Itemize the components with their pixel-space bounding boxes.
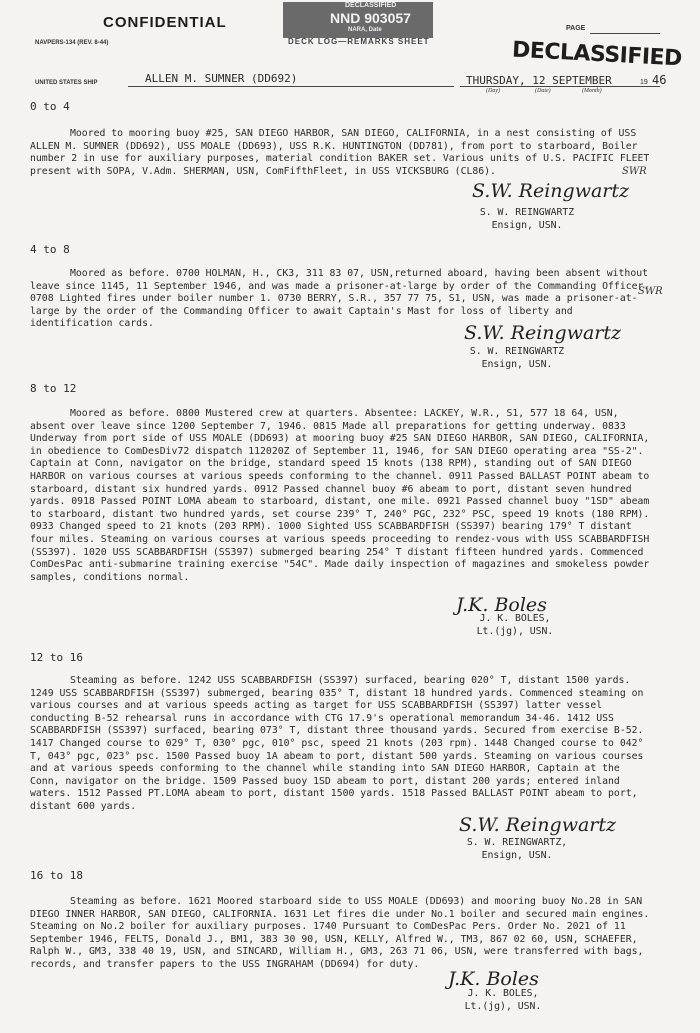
watch-entry: Moored to mooring buoy #25, SAN DIEGO HARBOR, SAN DIEGO, CALIFORNIA, in a nest consisting of USS ALLEN M. SUMNER (DD692), USS MOALE (DD693), USS R.K. HUNTINGTON (DD781), from port to starboard, Boiler number 2 in use for auxiliary purposes, material condition BAKER set. Various units of U.S. PACIFIC FLEET present with SOPA, V.Adm. SHERMAN, USN, ComFifthFleet, in USS VICKSBURG (CL86). <box>30 128 650 177</box>
watch-label: 8 to 12 <box>30 382 77 395</box>
date-label: (Date) <box>535 88 551 94</box>
ship-label: UNITED STATES SHIP <box>35 80 98 86</box>
signer-block <box>440 612 590 638</box>
watch-label: 16 to 18 <box>30 869 83 882</box>
signature: J.K. Boles <box>456 594 547 616</box>
ship-name-line <box>128 86 454 87</box>
page-label: PAGE <box>566 25 586 32</box>
page-number-line <box>590 33 660 34</box>
watch-entry: Moored as before. 0800 Mustered crew at quarters. Absentee: LACKEY, W.R., S1, 577 18 64, USN, absent over leave since 1200 September 7, 1946. 0815 Made all preparations for getting underway. 0833 Underway from port side of USS MOALE (DD693) at mooring buoy #25 SAN DIEGO HARBOR, SAN DIEGO, CALIFORNIA, in obedience to ComDesDiv72 dispatch 112020Z of September 11, 1946, for SAN DIEGO operating area "SS-2". Captain at Conn, navigator on the bridge, standard speed 15 knots (138 RPM), standing out of SAN DIEGO HARBOR on various courses at various speeds conforming to the channel. 0911 Passed BALLAST POINT abeam to starboard, distant six hundred yards. 0912 Passed channel buoy #6 abeam to port, distant seven hundred yards. 0918 Passed POINT LOMA abeam to starboard, distant, one mile. 0921 Passed channel buoy "1SD" abeam to starboard, distant two hundred yards, set course 239° T, 240° PGC, 232° PSC, speed 19 knots (180 RPM). 0933 Changed speed to 21 knots (203 RPM). 1000 Sighted USS SCABBARDFISH (SS397) bearing 179° T distant four miles. Steaming on various courses at various speeds proceeding to rendez-vous with USS SCABBARDFISH (SS397). 1020 USS SCABBARDFISH (SS397) submerged bearing 254° T distant fifteen hundred yards. Commenced ComDesPac anti-submarine training exercise "54C". Made daily inspection of magazines and smokeless powder samples, conditions normal. <box>30 408 650 583</box>
signer-block <box>428 987 578 1013</box>
signature: S.W. Reingwartz <box>472 180 630 202</box>
signer-name: S. W. REINGWARTZ, <box>466 837 568 848</box>
watch-label: 0 to 4 <box>30 100 70 113</box>
declassified-stamp: DECLASSIFIED <box>511 37 683 72</box>
signer-rank: Ensign, USN. <box>481 850 553 861</box>
signature: S.W. Reingwartz <box>459 814 617 836</box>
stamp-declassified-text: DECLASSIFIED <box>345 2 397 9</box>
month-label: (Month) <box>582 88 602 94</box>
signer-name: S. W. REINGWARTZ <box>479 207 575 218</box>
stamp-authority: NND 903057 <box>330 10 411 26</box>
signer-rank: Lt.(jg), USN. <box>464 1001 542 1012</box>
signer-block <box>452 206 602 232</box>
watch-label: 4 to 8 <box>30 243 70 256</box>
year-prefix: 19 <box>640 79 648 86</box>
log-date: THURSDAY, 12 SEPTEMBER <box>466 74 612 87</box>
classification-label: CONFIDENTIAL <box>103 14 227 31</box>
signature: J.K. Boles <box>448 968 539 990</box>
signer-block <box>442 345 592 371</box>
margin-initials: SWR <box>638 286 663 297</box>
watch-entry: Steaming as before. 1242 USS SCABBARDFISH (SS397) surfaced, bearing 020° T, distant 1500 yards. 1249 USS SCABBARDFISH (SS397) submerged, bearing 035° T, distant 18 hundred yards. Commenced steaming on various courses and at various speeds acting as target for USS SCABBARDFISH (SS397) latter vessel conducting B-52 rehearsal runs in accordance with CTG 17.9's operational memorandum 34-46. 1412 USS SCABBARDFISH (SS397) surfaced, bearing 073° T, distant three thousand yards. Secured from exercise B-52. 1417 Changed course to 029° T, 030° pgc, 010° psc, speed 21 knots (203 rpm). 1448 Changed course to 042° T, 043° pgc, 023° psc. 1500 Passed buoy 1A abeam to port, distant 500 yards. Steaming on various courses and at various speeds conforming to the channel while standing into SAN DIEGO HARBOR, Captain at the Conn, navigator on the bridge. 1509 Passed buoy 1SD abeam to port, distant 200 yards; entered inland waters. 1512 Passed PT.LOMA abeam to port, distant 1500 yards. 1518 Passed BALLAST POINT abeam to port, distant 600 yards. <box>30 675 644 812</box>
form-number: NAVPERS-134 (REV. 8-44) <box>35 40 109 46</box>
signer-rank: Ensign, USN. <box>491 220 563 231</box>
signer-rank: Lt.(jg), USN. <box>476 626 554 637</box>
deck-log-title: DECK LOG—REMARKS SHEET <box>288 37 430 46</box>
ship-name: ALLEN M. SUMNER (DD692) <box>145 72 298 85</box>
day-label: (Day) <box>486 88 500 94</box>
margin-initials: SWR <box>622 166 647 177</box>
year-suffix: 46 <box>652 73 667 87</box>
signature: S.W. Reingwartz <box>464 322 622 344</box>
signer-block <box>442 836 592 862</box>
signer-rank: Ensign, USN. <box>481 359 553 370</box>
watch-entry: Moored as before. 0700 HOLMAN, H., CK3, 311 83 07, USN,returned aboard, having been absent without leave since 1145, 11 September 1946, and was made a prisoner-at-large by order of the Commanding Officer. 0708 Lighted fires under boiler number 1. 0730 BERRY, S.R., 357 77 75, S1, USN, was made a prisoner-at-large by the order of the Commanding Officer to await Captain's Mast for loss of liberty and identification cards. <box>30 268 650 330</box>
watch-entry: Steaming as before. 1621 Moored starboard side to USS MOALE (DD693) and mooring buoy No.28 in SAN DIEGO INNER HARBOR, SAN DIEGO, CALIFORNIA. 1631 Let fires die under No.1 boiler and secured main engines. Steaming on No.2 boiler for auxiliary purposes. 1740 Pursuant to ComDesPac Pers. Order No. 2021 of 11 September 1946, FELTS, Donald J., BM1, 383 30 90, USN, KELLY, Alfred W., TM3, 867 02 60, USN, SCHAEFER, Ralph W., GM3, 338 40 19, USN, and SINCARD, William H., GM3, 263 71 06, USN, were transferred with bags, records, and transfer papers to the USS INGRAHAM (DD694) for duty. <box>30 896 650 970</box>
date-line <box>460 86 660 87</box>
signer-name: J. K. BOLES, <box>467 988 539 999</box>
stamp-nara-date: NARA, Date <box>348 27 382 33</box>
watch-label: 12 to 16 <box>30 651 83 664</box>
signer-name: J. K. BOLES, <box>479 613 551 624</box>
signer-name: S. W. REINGWARTZ <box>469 346 565 357</box>
